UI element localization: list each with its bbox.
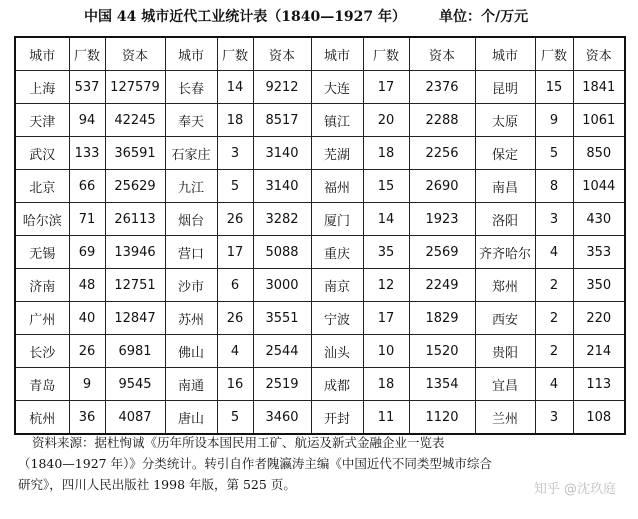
capital-cell: 2519 xyxy=(253,368,311,401)
column-header: 资本 xyxy=(105,37,165,71)
factory-count-cell: 40 xyxy=(69,302,105,335)
factory-count-cell: 17 xyxy=(217,236,253,269)
city-cell: 哈尔滨 xyxy=(15,203,69,236)
column-header: 资本 xyxy=(573,37,625,71)
table-row xyxy=(15,71,625,104)
city-cell: 杭州 xyxy=(15,401,69,435)
city-cell: 汕头 xyxy=(311,335,363,368)
city-cell: 芜湖 xyxy=(311,137,363,170)
factory-count-cell: 133 xyxy=(69,137,105,170)
capital-cell: 36591 xyxy=(105,137,165,170)
factory-count-cell: 4 xyxy=(217,335,253,368)
unit-label: 单位：个/万元 xyxy=(439,9,529,25)
city-cell: 沙市 xyxy=(165,269,217,302)
table-row xyxy=(15,302,625,335)
city-cell: 苏州 xyxy=(165,302,217,335)
city-cell: 保定 xyxy=(475,137,535,170)
table-row xyxy=(15,401,625,435)
city-cell: 兰州 xyxy=(475,401,535,435)
city-cell: 昆明 xyxy=(475,71,535,104)
city-cell: 成都 xyxy=(311,368,363,401)
city-cell: 烟台 xyxy=(165,203,217,236)
factory-count-cell: 36 xyxy=(69,401,105,435)
factory-count-cell: 3 xyxy=(217,137,253,170)
capital-cell: 3000 xyxy=(253,269,311,302)
city-cell: 宁波 xyxy=(311,302,363,335)
factory-count-cell: 5 xyxy=(217,401,253,435)
factory-count-cell: 18 xyxy=(363,137,409,170)
factory-count-cell: 10 xyxy=(363,335,409,368)
factory-count-cell: 26 xyxy=(217,203,253,236)
city-cell: 长沙 xyxy=(15,335,69,368)
city-cell: 广州 xyxy=(15,302,69,335)
factory-count-cell: 5 xyxy=(535,137,573,170)
source-note xyxy=(18,432,618,495)
capital-cell: 1520 xyxy=(409,335,475,368)
capital-cell: 1120 xyxy=(409,401,475,435)
city-cell: 镇江 xyxy=(311,104,363,137)
factory-count-cell: 94 xyxy=(69,104,105,137)
city-cell: 齐齐哈尔 xyxy=(475,236,535,269)
source-line: 研究》，四川人民出版社 1998 年版，第 525 页。 xyxy=(18,477,296,492)
city-cell: 大连 xyxy=(311,71,363,104)
city-cell: 长春 xyxy=(165,71,217,104)
city-cell: 贵阳 xyxy=(475,335,535,368)
capital-cell: 8517 xyxy=(253,104,311,137)
capital-cell: 13946 xyxy=(105,236,165,269)
column-header: 厂数 xyxy=(535,37,573,71)
city-cell: 厦门 xyxy=(311,203,363,236)
city-cell: 南昌 xyxy=(475,170,535,203)
capital-cell: 214 xyxy=(573,335,625,368)
capital-cell: 12751 xyxy=(105,269,165,302)
factory-count-cell: 6 xyxy=(217,269,253,302)
capital-cell: 1061 xyxy=(573,104,625,137)
table-row xyxy=(15,335,625,368)
capital-cell: 1044 xyxy=(573,170,625,203)
factory-count-cell: 15 xyxy=(363,170,409,203)
city-cell: 天津 xyxy=(15,104,69,137)
capital-cell: 6981 xyxy=(105,335,165,368)
column-header: 厂数 xyxy=(217,37,253,71)
factory-count-cell: 71 xyxy=(69,203,105,236)
table-row xyxy=(15,170,625,203)
source-line: 资料来源：据杜恂诚《历年所设本国民用工矿、航运及新式金融企业一览表 xyxy=(32,435,445,450)
capital-cell: 3140 xyxy=(253,137,311,170)
capital-cell: 220 xyxy=(573,302,625,335)
capital-cell: 1841 xyxy=(573,71,625,104)
capital-cell: 5088 xyxy=(253,236,311,269)
capital-cell: 12847 xyxy=(105,302,165,335)
column-header: 厂数 xyxy=(69,37,105,71)
factory-count-cell: 2 xyxy=(535,302,573,335)
column-header: 资本 xyxy=(253,37,311,71)
capital-cell: 4087 xyxy=(105,401,165,435)
table-row xyxy=(15,104,625,137)
city-cell: 营口 xyxy=(165,236,217,269)
city-cell: 郑州 xyxy=(475,269,535,302)
capital-cell: 2569 xyxy=(409,236,475,269)
capital-cell: 42245 xyxy=(105,104,165,137)
capital-cell: 26113 xyxy=(105,203,165,236)
factory-count-cell: 26 xyxy=(217,302,253,335)
factory-count-cell: 3 xyxy=(535,401,573,435)
factory-count-cell: 4 xyxy=(535,368,573,401)
title-row xyxy=(14,4,624,26)
capital-cell: 25629 xyxy=(105,170,165,203)
factory-count-cell: 48 xyxy=(69,269,105,302)
column-header: 资本 xyxy=(409,37,475,71)
capital-cell: 9545 xyxy=(105,368,165,401)
capital-cell: 2544 xyxy=(253,335,311,368)
column-header: 城市 xyxy=(165,37,217,71)
factory-count-cell: 8 xyxy=(535,170,573,203)
source-line: （1840—1927 年）》分类统计。转引自作者隗瀛涛主编《中国近代不同类型城市综合 xyxy=(18,456,492,471)
city-cell: 上海 xyxy=(15,71,69,104)
capital-cell: 1923 xyxy=(409,203,475,236)
factory-count-cell: 69 xyxy=(69,236,105,269)
factory-count-cell: 14 xyxy=(217,71,253,104)
capital-cell: 2376 xyxy=(409,71,475,104)
capital-cell: 2256 xyxy=(409,137,475,170)
capital-cell: 2288 xyxy=(409,104,475,137)
factory-count-cell: 17 xyxy=(363,302,409,335)
factory-count-cell: 3 xyxy=(535,203,573,236)
factory-count-cell: 15 xyxy=(535,71,573,104)
table-row xyxy=(15,236,625,269)
factory-count-cell: 16 xyxy=(217,368,253,401)
factory-count-cell: 12 xyxy=(363,269,409,302)
column-header: 厂数 xyxy=(363,37,409,71)
header-row xyxy=(15,37,625,71)
capital-cell: 3282 xyxy=(253,203,311,236)
city-cell: 九江 xyxy=(165,170,217,203)
factory-count-cell: 537 xyxy=(69,71,105,104)
city-cell: 青岛 xyxy=(15,368,69,401)
table-row xyxy=(15,269,625,302)
factory-count-cell: 18 xyxy=(217,104,253,137)
city-cell: 石家庄 xyxy=(165,137,217,170)
city-cell: 开封 xyxy=(311,401,363,435)
factory-count-cell: 9 xyxy=(535,104,573,137)
city-cell: 济南 xyxy=(15,269,69,302)
capital-cell: 430 xyxy=(573,203,625,236)
capital-cell: 850 xyxy=(573,137,625,170)
factory-count-cell: 35 xyxy=(363,236,409,269)
capital-cell: 3460 xyxy=(253,401,311,435)
factory-count-cell: 26 xyxy=(69,335,105,368)
factory-count-cell: 14 xyxy=(363,203,409,236)
table-body xyxy=(15,71,625,435)
capital-cell: 350 xyxy=(573,269,625,302)
city-cell: 南京 xyxy=(311,269,363,302)
city-cell: 无锡 xyxy=(15,236,69,269)
capital-cell: 113 xyxy=(573,368,625,401)
watermark: 知乎 @沈玖庭 xyxy=(533,482,616,497)
city-cell: 唐山 xyxy=(165,401,217,435)
capital-cell: 353 xyxy=(573,236,625,269)
city-cell: 南通 xyxy=(165,368,217,401)
column-header: 城市 xyxy=(475,37,535,71)
city-cell: 洛阳 xyxy=(475,203,535,236)
column-header: 城市 xyxy=(311,37,363,71)
factory-count-cell: 17 xyxy=(363,71,409,104)
capital-cell: 3551 xyxy=(253,302,311,335)
city-cell: 西安 xyxy=(475,302,535,335)
capital-cell: 2249 xyxy=(409,269,475,302)
industry-table xyxy=(14,36,626,435)
capital-cell: 2690 xyxy=(409,170,475,203)
capital-cell: 127579 xyxy=(105,71,165,104)
table-row xyxy=(15,203,625,236)
column-header: 城市 xyxy=(15,37,69,71)
factory-count-cell: 5 xyxy=(217,170,253,203)
city-cell: 太原 xyxy=(475,104,535,137)
capital-cell: 1354 xyxy=(409,368,475,401)
city-cell: 佛山 xyxy=(165,335,217,368)
city-cell: 奉天 xyxy=(165,104,217,137)
city-cell: 重庆 xyxy=(311,236,363,269)
table-row xyxy=(15,137,625,170)
capital-cell: 108 xyxy=(573,401,625,435)
capital-cell: 3140 xyxy=(253,170,311,203)
table-row xyxy=(15,368,625,401)
factory-count-cell: 66 xyxy=(69,170,105,203)
factory-count-cell: 9 xyxy=(69,368,105,401)
city-cell: 北京 xyxy=(15,170,69,203)
factory-count-cell: 2 xyxy=(535,335,573,368)
factory-count-cell: 4 xyxy=(535,236,573,269)
capital-cell: 1829 xyxy=(409,302,475,335)
city-cell: 福州 xyxy=(311,170,363,203)
factory-count-cell: 20 xyxy=(363,104,409,137)
table-title: 中国 44 城市近代工业统计表（1840—1927 年） xyxy=(84,9,407,25)
capital-cell: 9212 xyxy=(253,71,311,104)
factory-count-cell: 11 xyxy=(363,401,409,435)
factory-count-cell: 18 xyxy=(363,368,409,401)
city-cell: 宜昌 xyxy=(475,368,535,401)
factory-count-cell: 2 xyxy=(535,269,573,302)
city-cell: 武汉 xyxy=(15,137,69,170)
